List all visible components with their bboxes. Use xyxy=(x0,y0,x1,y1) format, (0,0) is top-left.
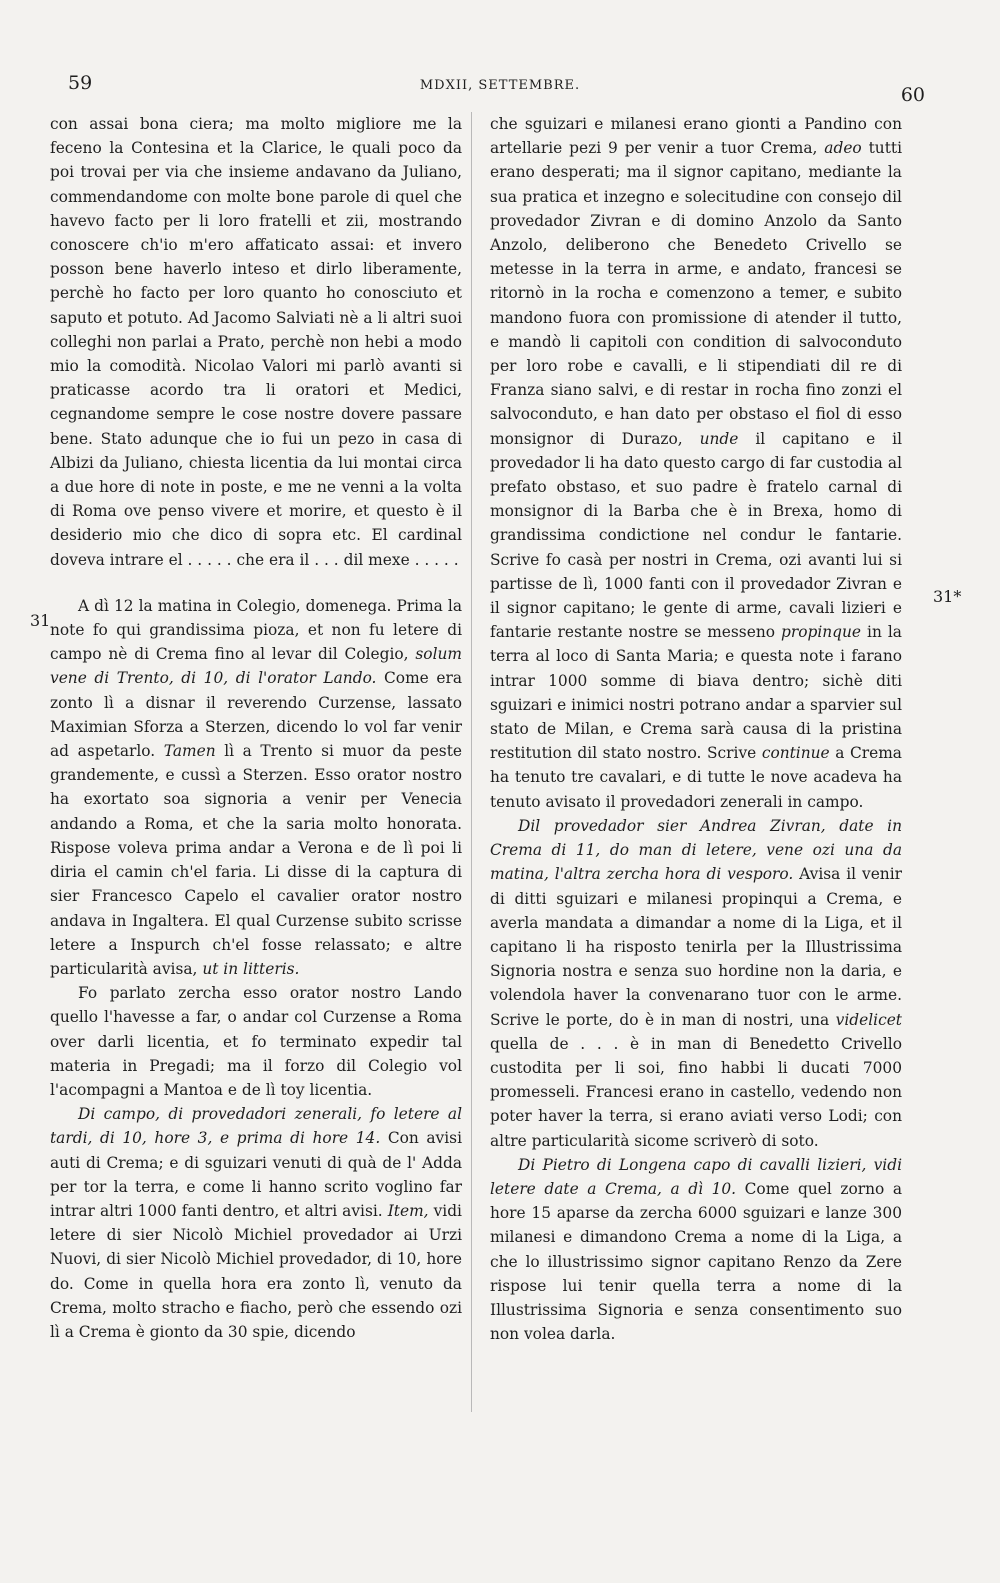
paragraph: che sguizari e milanesi erano gionti a Pandino con artellarie pezi 9 per venir a tuor Crema, adeo tutti erano desperati; ma il signor capitano, mediante la sua pratica et inzegno e solecitudine con consejo dil provedador Zivran e di domino Anzolo da Santo Anzolo, deliberono che Benedeto Crivello se metesse in la terra in arme, e andato, francesi se ritornò in la rocha e comenzono a temer, e subito mandono fuora con promissione di atender il tutto, e mandò li capitoli con condition di salvoconduto per loro robe e cavalli, e li stipendiati dil re di Franza siano salvi, e di restar in rocha fino zonzi el salvoconduto, e han dato per obstaso el fiol di esso monsignor di Durazo, unde il capitano e il provedador li ha dato questo cargo di far custodia al prefato obstaso, et suo padre è fratelo carnal di monsignor di la Barba che è in Brexa, homo di grandissima condictione nel condur le fantarie. Scrive fo casà per nostri in Crema, ozi avanti lui si partisse de lì, 1000 fanti con il provedador Zivran e il signor capitano; le gente di arme, cavali lizieri e fantarie restante nostre se messeno propinque in la terra al loco di Santa Maria; e questa note i farano intrar 1000 somme di biava dentro; sichè diti sguizari e inimici nostri potrano andar a sparvier sul stato de Milan, e Crema sarà causa di la pristina restitution dil stato nostro. Scrive continue a Crema ha tenuto tre cavalari, e di tutte le nove acadeva ha tenuto avisato il provedadori zenerali in campo. xyxy=(490,115,902,811)
right-column xyxy=(490,112,902,1346)
paragraph: Di campo, di provedadori zenerali, fo letere al tardi, di 10, hore 3, e prima di hore 14. Con avisi auti di Crema; e di sguizari venuti di quà de l' Adda per tor la terra, e come li hanno scrito voglino far intrar altri 1000 fanti dentro, et altri avisi. Item, vidi letere di sier Nicolò Michiel provedador ai Urzi Nuovi, di sier Nicolò Michiel provedador, di 10, hore do. Come in quella hora era zonto lì, venuto da Crema, molto stracho e fiacho, però che essendo ozi lì a Crema è gionto da 30 spie, dicendo xyxy=(50,1105,462,1341)
running-title: MDXII, SETTEMBRE. xyxy=(419,78,581,93)
margin-note-right: 31* xyxy=(933,587,962,606)
page-number-left: 59 xyxy=(68,72,93,94)
page-number-right: 60 xyxy=(900,84,925,106)
left-column xyxy=(50,112,462,1344)
column-divider xyxy=(471,112,472,1412)
margin-note-left: 31 xyxy=(30,611,51,630)
paragraph: A dì 12 la matina in Colegio, domenega. Prima la note fo qui grandissima pioza, et non fu letere di campo nè di Crema fino al levar dil Colegio, solum vene di Trento, di 10, di l'orator Lando. Come era zonto lì a disnar il reverendo Curzense, lassato Maximian Sforza a Sterzen, dicendo lo vol far venir ad aspetarlo. Tamen lì a Trento si muor da peste grandemente, e cussì a Sterzen. Esso orator nostro ha exortato soa signoria a venir per Venecia andando a Roma, et che la saria molto honorata. Rispose voleva prima andar a Verona e de lì poi li diria el camin ch'el faria. Li disse di la captura di sier Francesco Capelo el cavalier orator nostro andava in Ingaltera. El qual Curzense subito scrisse letere a Inspurch ch'el fosse relassato; e altre particularità avisa, ut in litteris. xyxy=(50,596,462,978)
paragraph: Dil provedador sier Andrea Zivran, date in Crema di 11, do man di letere, vene ozi una da matina, l'altra zercha hora di vesporo. Avisa il venir di ditti sguizari e milanesi propinqui a Crema, e averla mandata a dimandar a nome di la Liga, et il capitano li ha risposto tenirla per la Illustrissima Signoria nostra e senza suo hordine non la daria, e volendola haver la convenarano tuor con le arme. Scrive le porte, do è in man di nostri, una videlicet quella de . . . è in man di Benedetto Crivello custodita per li soi, fino habbi li ducati 7000 promesseli. Francesi erano in castello, vedendo non poter haver la terra, si erano aviati verso Lodi; con altre particularità sicome scriverò di soto. xyxy=(490,816,902,1150)
paragraph: con assai bona ciera; ma molto migliore me la feceno la Contesina et la Clarice, le quali poco da poi trovai per via che insieme andavano da Juliano, commendandome con molte bone parole di quel che havevo facto per li loro fratelli et zii, mostrando conoscere ch'io m'ero affaticato assai: et invero posson bene haverlo inteso et dirlo liberamente, perchè ho facto per loro quanto ho conosciuto et saputo et potuto. Ad Jacomo Salviati nè a li altri suoi colleghi non parlai a Prato, perchè non hebi a modo mio la comodità. Nicolao Valori mi parlò avanti si praticasse acordo tra li oratori et Medici, cegnandome sempre le cose nostre dovere passare bene. Stato adunque che io fui un pezo in casa di Albizi da Juliano, chiesta licentia da lui montai circa a due hore di note in poste, e me ne venni a la volta di Roma ove penso vivere et morire, et questo è il desiderio mio che dico di sopra etc. El cardinal doveva intrare el . . . . . che era il . . . dil mexe . . . . . xyxy=(50,115,462,569)
paragraph: Di Pietro di Longena capo di cavalli lizieri, vidi letere date a Crema, a dì 10. Come quel zorno a hore 15 aparse da zercha 6000 sguizari e lanze 300 milanesi e dimandono Crema a nome di la Liga, a che lo illustrissimo signor capitano Renzo da Zere rispose lui tenir quella terra a nome di la Illustrissima Signoria e senza consentimento suo non volea darla. xyxy=(490,1155,903,1344)
paragraph: Fo parlato zercha esso orator nostro Lando quello l'havesse a far, o andar col Curzense a Roma over darli licentia, et fo terminato expedir tal materia in Pregadi; ma il forzo dil Colegio vol l'acompagni a Mantoa e de lì toy licentia. xyxy=(50,984,462,1099)
